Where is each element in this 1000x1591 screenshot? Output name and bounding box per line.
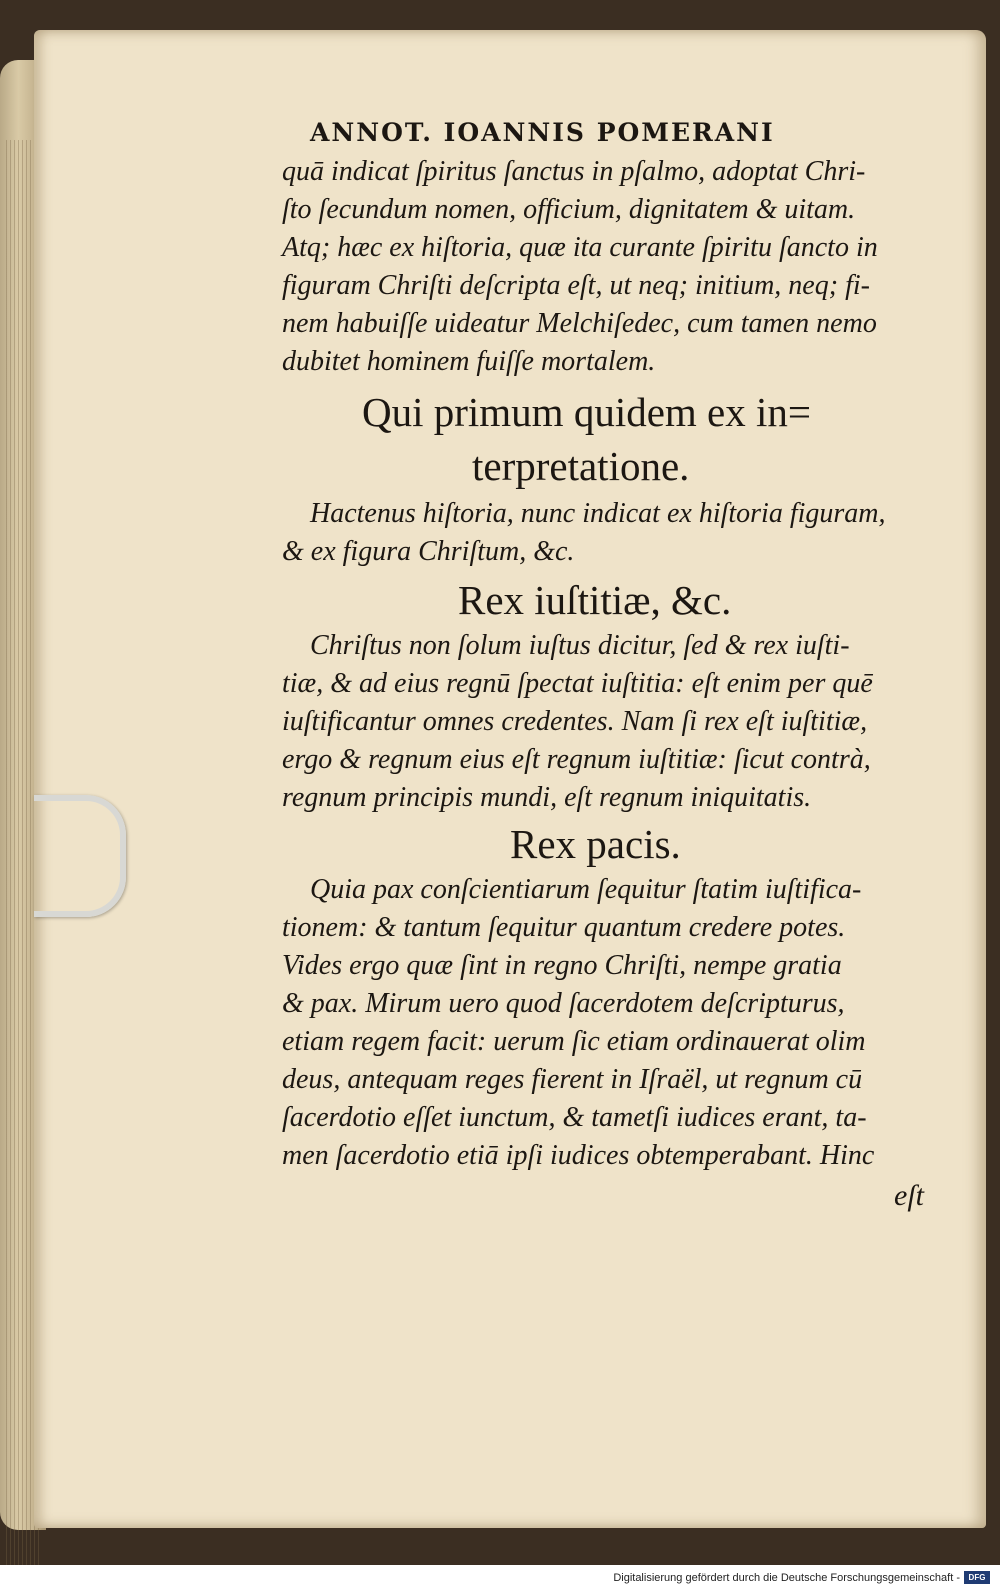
text-line: regnum principis mundi, eſt regnum iniquitatis. bbox=[282, 782, 812, 813]
text-line: ſto ſecundum nomen, officium, dignitatem & uitam. bbox=[282, 194, 856, 225]
paragraph-4 bbox=[282, 871, 932, 1175]
heading-line: Qui primum quidem ex in= bbox=[362, 389, 812, 435]
text-line: iuſtificantur omnes credentes. Nam ſi rex eſt iuſtitiæ, bbox=[282, 706, 868, 737]
text-line: men ſacerdotio etiā ipſi iudices obtemperabant. Hinc bbox=[282, 1140, 875, 1171]
text-line: Atq; hæc ex hiſtoria, quæ ita curante ſpiritu ſancto in bbox=[282, 232, 878, 263]
heading-1 bbox=[282, 385, 932, 493]
running-head: ANNOT. IOANNIS POMERANI bbox=[310, 118, 775, 147]
text-line: & pax. Mirum uero quod ſacerdotem deſcripturus, bbox=[282, 988, 845, 1019]
text-line: deus, antequam reges fierent in Iſraël, ut regnum cū bbox=[282, 1064, 863, 1095]
text-line: Chriſtus non ſolum iuſtus dicitur, ſed & rex iuſti- bbox=[310, 630, 850, 661]
page-text bbox=[282, 118, 932, 1213]
funding-notice: Digitalisierung gefördert durch die Deutsche Forschungsgemeinschaft - bbox=[613, 1572, 960, 1584]
text-line: nem habuiſſe uideatur Melchiſedec, cum tamen nemo bbox=[282, 308, 877, 339]
text-line: tionem: & tantum ſequitur quantum credere potes. bbox=[282, 912, 846, 943]
text-line: figuram Chriſti deſcripta eſt, ut neq; initium, neq; fi- bbox=[282, 270, 870, 301]
heading-3: Rex pacis. bbox=[510, 821, 681, 867]
text-line: Hactenus hiſtoria, nunc indicat ex hiſtoria figuram, bbox=[310, 498, 886, 529]
page-clip bbox=[34, 795, 126, 917]
text-line: ergo & regnum eius eſt regnum iuſtitiæ: ſicut contrà, bbox=[282, 744, 871, 775]
paragraph-2 bbox=[282, 495, 932, 571]
catchword: eſt bbox=[894, 1179, 924, 1212]
heading-2: Rex iuſtitiæ, &c. bbox=[458, 577, 732, 623]
footer-bar bbox=[0, 1565, 1000, 1591]
text-line: ſacerdotio eſſet iunctum, & tametſi iudices erant, ta- bbox=[282, 1102, 867, 1133]
text-line: Vides ergo quæ ſint in regno Chriſti, nempe gratia bbox=[282, 950, 842, 981]
text-line: tiæ, & ad eius regnū ſpectat iuſtitia: eſt enim per quē bbox=[282, 668, 873, 699]
heading-line: terpretatione. bbox=[472, 443, 690, 489]
text-line: & ex figura Chriſtum, &c. bbox=[282, 536, 575, 567]
text-line: dubitet hominem fuiſſe mortalem. bbox=[282, 346, 656, 377]
text-line: quā indicat ſpiritus ſanctus in pſalmo, adoptat Chri- bbox=[282, 156, 866, 187]
text-line: Quia pax conſcientiarum ſequitur ſtatim iuſtifica- bbox=[310, 874, 862, 905]
paragraph-1 bbox=[282, 153, 932, 381]
text-line: etiam regem facit: uerum ſic etiam ordinauerat olim bbox=[282, 1026, 866, 1057]
paragraph-3 bbox=[282, 627, 932, 817]
dfg-logo: DFG bbox=[964, 1571, 990, 1584]
